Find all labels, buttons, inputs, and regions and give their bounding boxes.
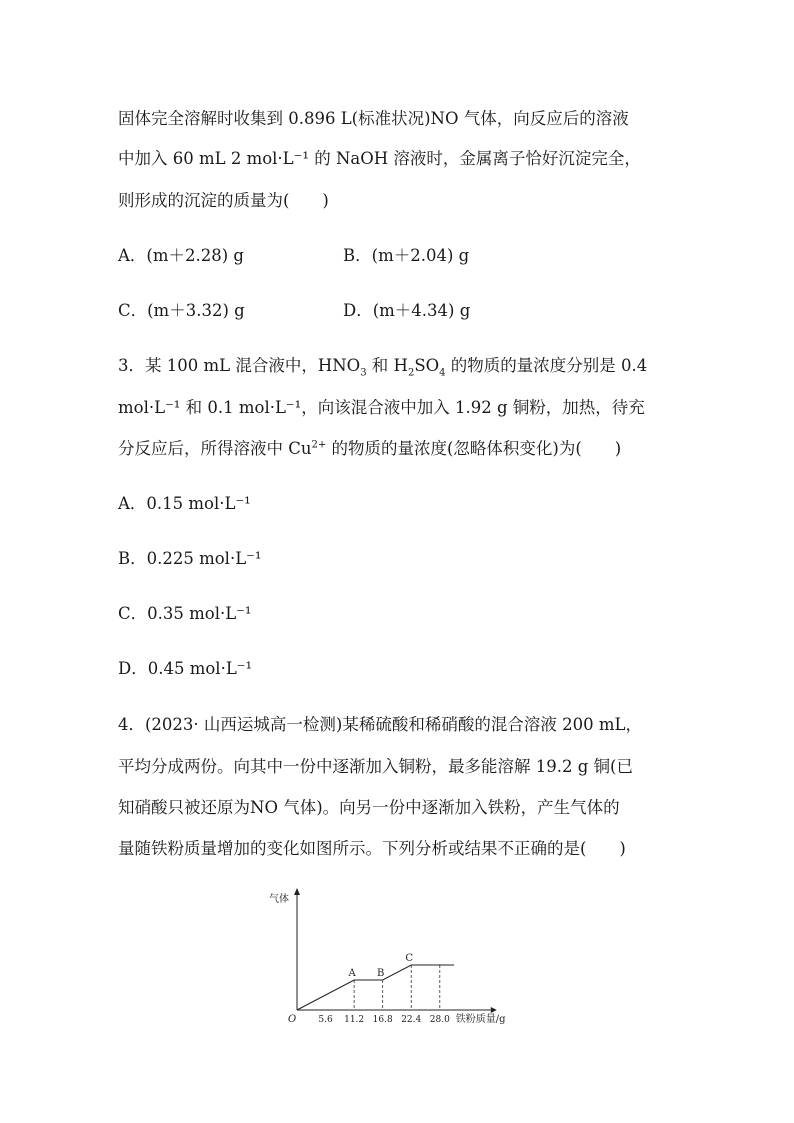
q3-sub-4: 4: [439, 367, 446, 379]
q3-l3c: 的物质的量浓度(忽略体积变化)为( ): [326, 439, 622, 458]
point-label-b: B: [377, 968, 385, 979]
q3-l1c: 和 H: [366, 356, 408, 375]
q4-text-line-1: 4．(2023· 山西运城高一检测)某稀硫酸和稀硝酸的混合溶液 200 mL，: [118, 715, 642, 734]
q4-text-line-3: 知硝酸只被还原为NO 气体)。向另一份中逐渐加入铁粉，产生气体的: [118, 798, 620, 817]
y-axis-label: 气体: [269, 894, 289, 905]
q3-option-d: D．0.45 mol·L⁻¹: [118, 659, 253, 678]
p2-option-b: B．(m＋2.04) g: [343, 246, 470, 265]
x-tick-label: 22.4: [401, 1015, 422, 1025]
q3-text-line-2: mol·L⁻¹ 和 0.1 mol·L⁻¹，向该混合液中加入 1.92 g 铜粉，加热，待充: [118, 398, 645, 417]
q3-option-c: C．0.35 mol·L⁻¹: [118, 604, 252, 623]
origin-label: O: [288, 1014, 297, 1025]
p2-text-line-1: 固体完全溶解时收集到 0.896 L(标准状况)NO 气体，向反应后的溶液: [118, 109, 629, 128]
p2-option-d: D．(m＋4.34) g: [343, 301, 471, 320]
q3-option-a: A．0.15 mol·L⁻¹: [118, 494, 251, 513]
x-tick-label: 5.6: [318, 1015, 333, 1025]
x-tick-label: 28.0: [429, 1015, 450, 1025]
chart-marks: [297, 965, 454, 1010]
q3-sup-2plus: 2+: [311, 439, 327, 451]
q3-l3a: 分反应后，所得溶液中 Cu: [118, 439, 312, 458]
chart-axes: [294, 888, 497, 1013]
p2-option-c: C．(m＋3.32) g: [118, 301, 245, 320]
gas-curve: [297, 965, 454, 1010]
y-axis-arrow: [294, 888, 300, 895]
q3-l1g: 的物质的量浓度分别是 0.4: [445, 356, 648, 375]
q3-sub-3: 3: [360, 367, 367, 379]
q4-text-line-4: 量随铁粉质量增加的变化如图所示。下列分析或结果不正确的是( ): [118, 839, 626, 858]
q3-text-line-1: [118, 355, 647, 377]
q3-option-b: B．0.225 mol·L⁻¹: [118, 549, 262, 568]
q4-text-line-2: 平均分成两份。向其中一份中逐渐加入铜粉，最多能溶解 19.2 g 铜(已: [118, 757, 633, 776]
x-tick-label: 11.2: [344, 1015, 365, 1025]
q3-text-line-3: [118, 438, 621, 460]
gas-vs-iron-chart: [265, 878, 535, 1028]
x-tick-label: 16.8: [372, 1015, 393, 1025]
p2-text-line-3: 则形成的沉淀的质量为( ): [118, 191, 329, 210]
p2-option-a: A．(m＋2.28) g: [118, 246, 244, 265]
x-axis-arrow: [491, 1007, 497, 1013]
chart-labels: [269, 892, 506, 1025]
x-axis-label: 铁粉质量/g: [455, 1014, 506, 1025]
q3-l1e: SO: [414, 356, 440, 375]
point-label-c: C: [405, 953, 414, 964]
q3-sub-2: 2: [407, 367, 415, 379]
p2-text-line-2: 中加入 60 mL 2 mol·L⁻¹ 的 NaOH 溶液时，金属离子恰好沉淀完全，: [118, 149, 641, 168]
q3-l1a: 3．某 100 mL 混合液中，HNO: [118, 356, 361, 375]
point-label-a: A: [348, 968, 356, 979]
